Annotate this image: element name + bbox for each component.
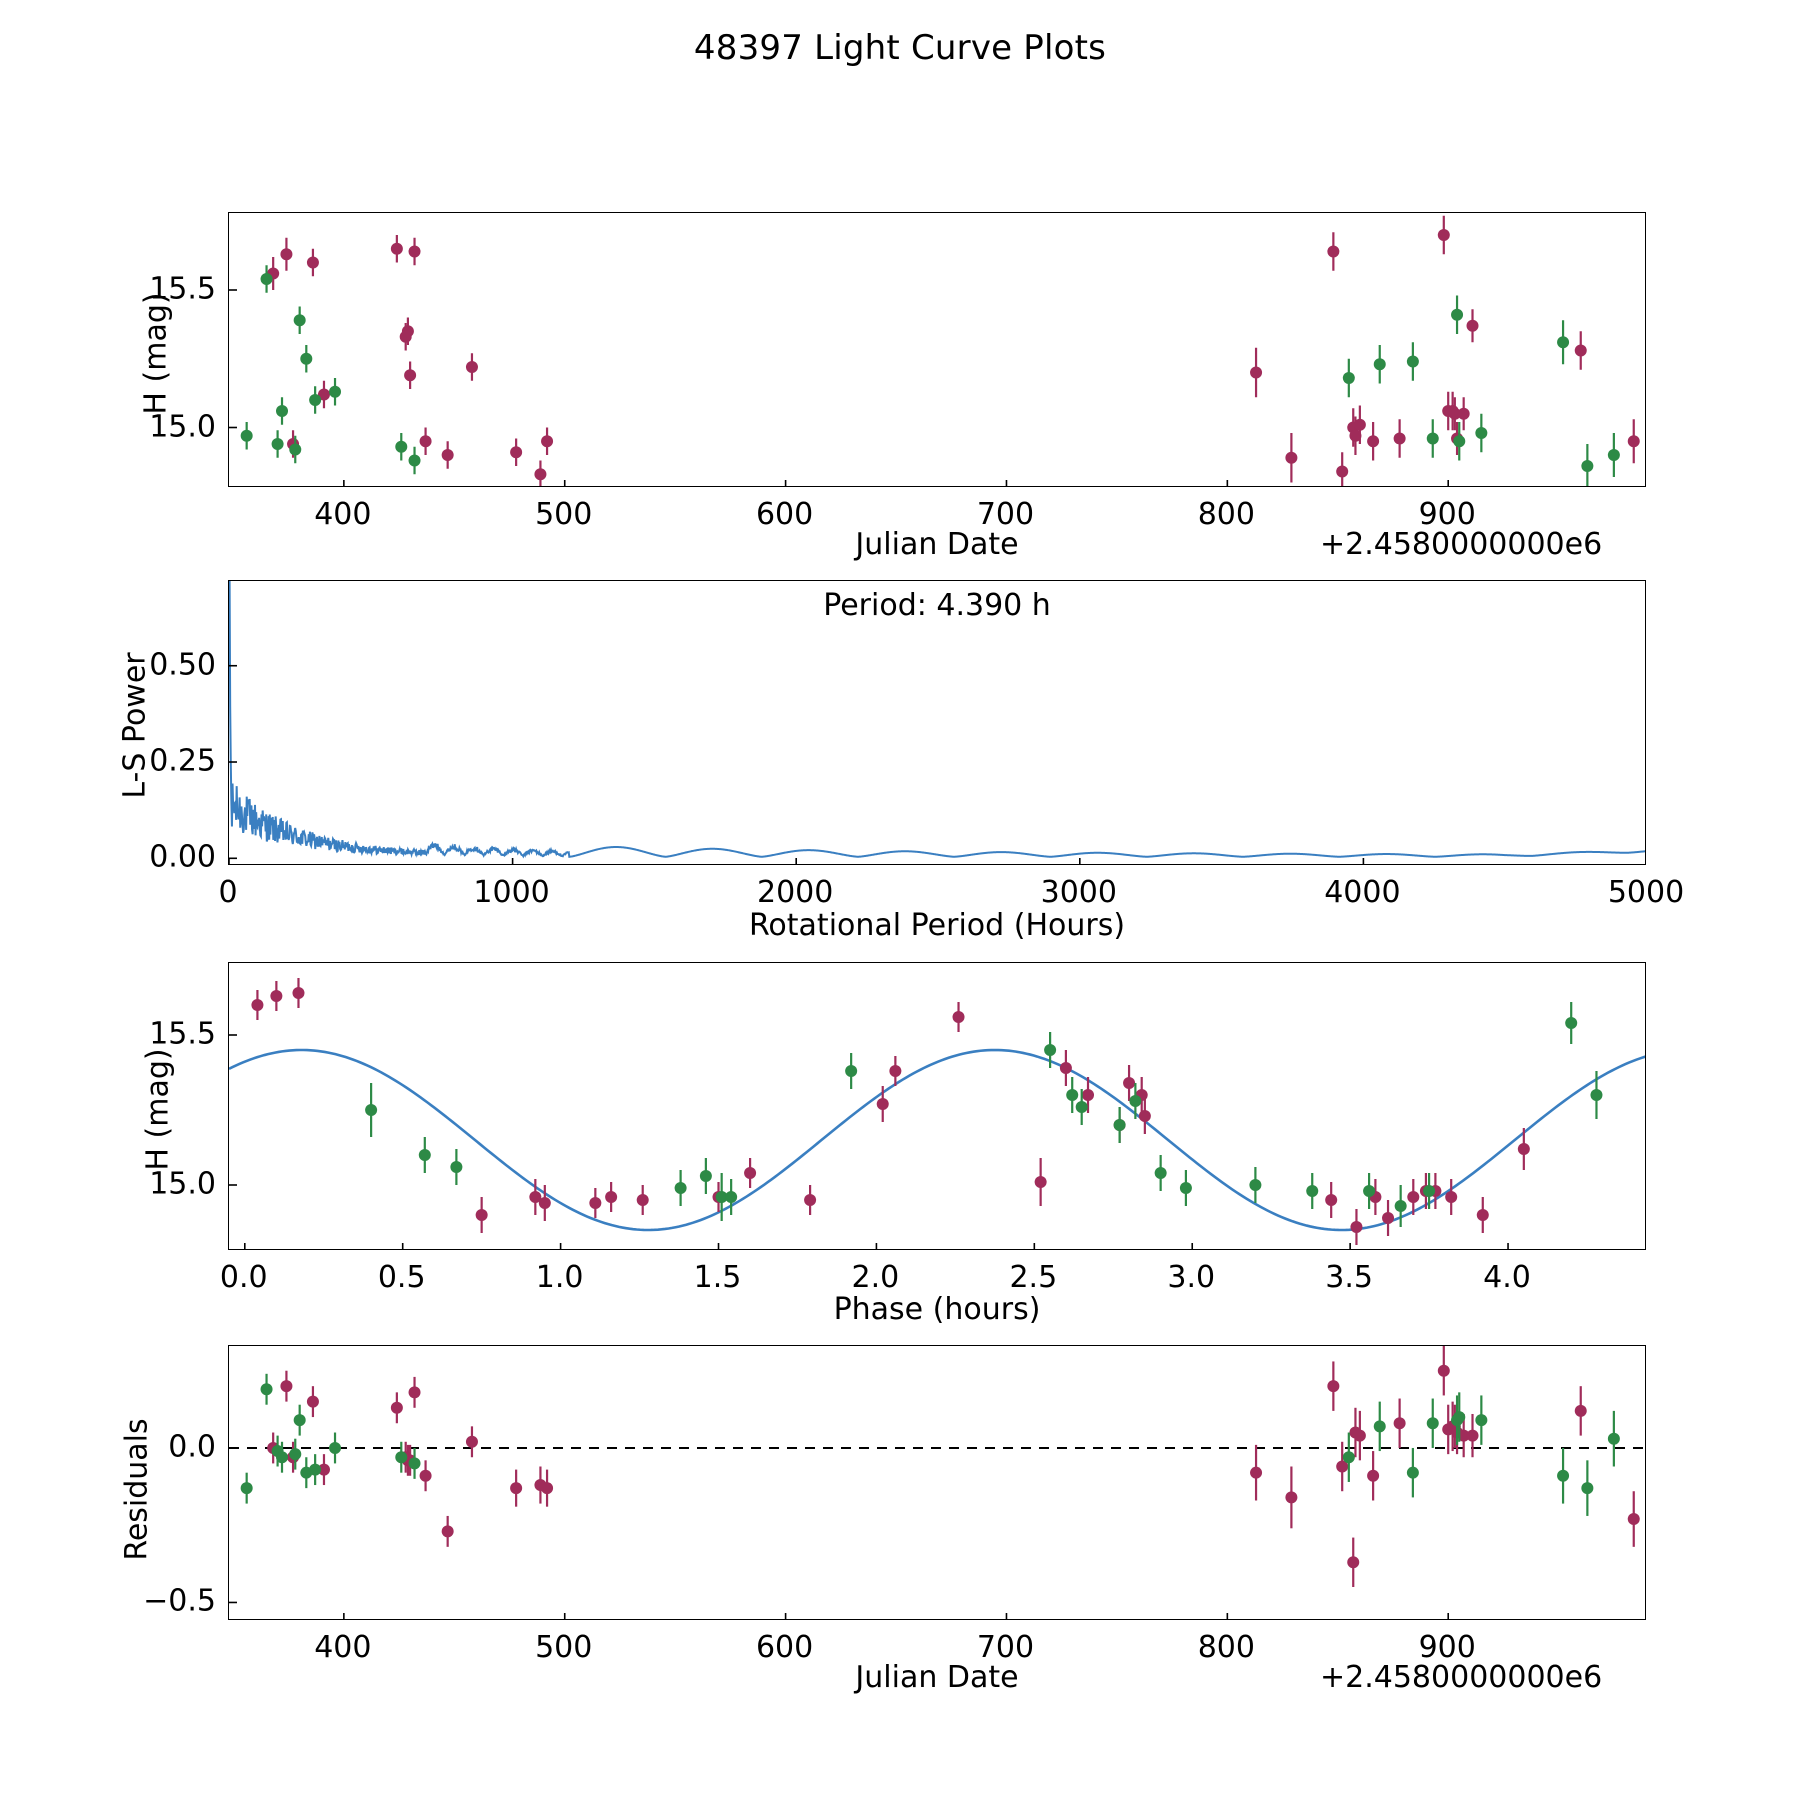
page-title: 48397 Light Curve Plots xyxy=(693,28,1107,68)
x-tick-label: 2.0 xyxy=(851,1260,900,1295)
phase-folded-axes xyxy=(228,962,1646,1250)
x-tick-label: 500 xyxy=(535,1630,593,1665)
period-annotation: Period: 4.390 h xyxy=(823,588,1051,623)
y-tick-label: 15.5 xyxy=(149,1016,216,1052)
lightcurve-axes xyxy=(228,212,1646,487)
x-tick-label: 2.5 xyxy=(1009,1260,1058,1295)
phase-folded-xlabel: Phase (hours) xyxy=(833,1292,1041,1327)
y-tick-label: 15.0 xyxy=(149,1166,216,1202)
x-tick-label: 500 xyxy=(535,497,593,532)
periodogram-plot-area xyxy=(229,581,1646,865)
phase-folded-plot-area xyxy=(229,963,1646,1250)
x-tick-label: 0.0 xyxy=(219,1260,268,1295)
x-tick-label: 4000 xyxy=(1324,875,1401,910)
x-tick-label: 5000 xyxy=(1607,875,1685,910)
y-tick-label: −0.5 xyxy=(143,1583,216,1619)
x-tick-label: 600 xyxy=(755,497,814,532)
residuals-axes xyxy=(228,1345,1646,1620)
x-tick-label: 4.0 xyxy=(1483,1260,1531,1295)
x-tick-label: 1000 xyxy=(473,875,550,910)
y-tick-label: 0.0 xyxy=(168,1429,216,1465)
residuals-xlabel: Julian Date xyxy=(855,1660,1019,1695)
x-tick-label: 0.5 xyxy=(377,1260,426,1295)
x-tick-label: 1.5 xyxy=(693,1260,742,1295)
lightcurve-xlabel: Julian Date xyxy=(855,527,1019,562)
phase-folded-ylabel: H (mag) xyxy=(140,1048,176,1171)
y-tick-label: 0.50 xyxy=(149,647,216,683)
x-tick-label: 3.0 xyxy=(1167,1260,1216,1295)
x-tick-label: 800 xyxy=(1197,1630,1255,1665)
x-tick-label: 3.5 xyxy=(1325,1260,1373,1295)
x-tick-label: 600 xyxy=(755,1630,814,1665)
panel-phase-folded xyxy=(228,962,1646,1250)
x-tick-label: 700 xyxy=(976,1630,1035,1665)
y-tick-label: 0.00 xyxy=(149,839,216,875)
x-tick-label: 2000 xyxy=(757,875,834,910)
y-tick-label: 15.0 xyxy=(149,409,216,444)
x-tick-label: 400 xyxy=(314,497,372,532)
y-tick-label: 15.5 xyxy=(149,271,216,307)
x-tick-label: 700 xyxy=(976,497,1035,532)
residuals-x-offset: +2.4580000000e6 xyxy=(1320,1660,1603,1695)
residuals-ylabel: Residuals xyxy=(119,1418,155,1561)
periodogram-xlabel: Rotational Period (Hours) xyxy=(748,908,1126,943)
residuals-plot-area xyxy=(229,1346,1646,1620)
x-tick-label: 900 xyxy=(1418,1630,1476,1665)
x-tick-label: 1.0 xyxy=(535,1260,584,1295)
panel-lightcurve xyxy=(228,212,1646,487)
lightcurve-ylabel: H (mag) xyxy=(138,292,174,415)
x-tick-label: 3000 xyxy=(1040,875,1117,910)
periodogram-ylabel: L-S Power xyxy=(117,652,153,799)
x-tick-label: 800 xyxy=(1197,497,1255,532)
x-tick-label: 400 xyxy=(314,1630,372,1665)
x-tick-label: 900 xyxy=(1418,497,1476,532)
lightcurve-x-offset: +2.4580000000e6 xyxy=(1320,527,1603,562)
panel-residuals xyxy=(228,1345,1646,1620)
x-tick-label: 0 xyxy=(218,875,238,910)
y-tick-label: 0.25 xyxy=(149,743,216,779)
lightcurve-plot-area xyxy=(229,213,1646,487)
